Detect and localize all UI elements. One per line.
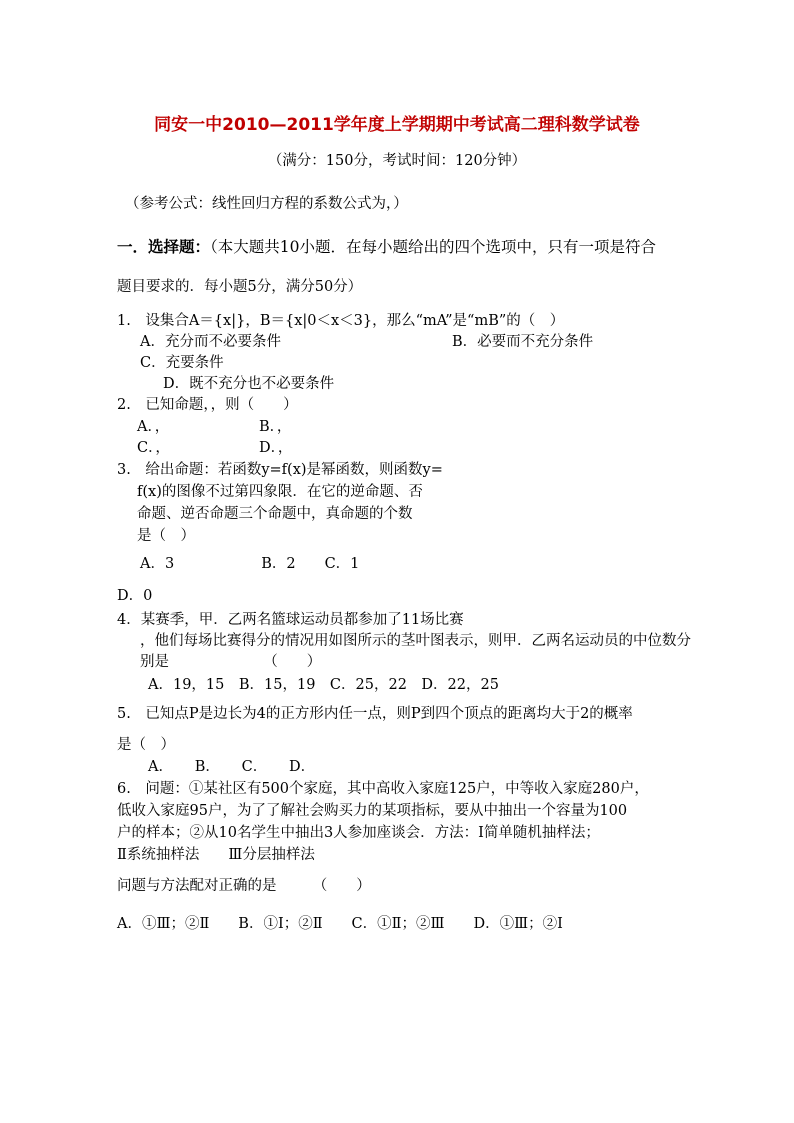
q6-line2: 低收入家庭95户，为了了解社会购买力的某项指标，要从中抽出一个容量为100: [117, 803, 628, 819]
q3-line2: f(x)的图像不过第四象限．在它的逆命题、否: [137, 484, 423, 500]
q6-line3: 户的样本；②从10名学生中抽出3人参加座谈会．方法：Ⅰ简单随机抽样法；: [117, 825, 600, 841]
q3-line4: 是（ ）: [137, 528, 195, 544]
q4-options: A．19，15 B．15，19 C．25，22 D．22，25: [148, 677, 499, 693]
q2-option-a: A．，: [137, 419, 170, 435]
section1-desc2: 题目要求的．每小题5分，满分50分）: [117, 279, 363, 295]
q2-option-b: B．，: [259, 419, 292, 435]
q6-line4: Ⅱ系统抽样法 Ⅲ分层抽样法: [117, 847, 315, 863]
q1-option-a: A．充分而不必要条件: [140, 334, 281, 350]
exam-subtitle: （满分：150分，考试时间：120分钟）: [267, 153, 527, 169]
q1-stem: 1. 设集合A＝{x|}，B＝{x|0＜x＜3}，那么“mA”是“mB”的（ ）: [117, 313, 565, 329]
q6-line5: 问题与方法配对正确的是 （ ）: [117, 878, 371, 894]
q4-line1: 4．某赛季，甲．乙两名篮球运动员都参加了11场比赛: [117, 612, 464, 628]
exam-title: 同安一中2010—2011学年度上学期期中考试高二理科数学试卷: [154, 115, 640, 135]
section1-header: [117, 238, 656, 256]
q3-line3: 命题、逆否命题三个命题中，真命题的个数: [137, 506, 413, 522]
q2-stem: 2. 已知命题，，则（ ）: [117, 397, 298, 413]
q3-options-abc: A．3 B．2 C．1: [140, 556, 360, 572]
q6-options: A．①Ⅲ；②Ⅱ B．①Ⅰ；②Ⅱ C．①Ⅱ；②Ⅲ D．①Ⅲ；②Ⅰ: [117, 916, 563, 932]
q3-option-d: D．0: [117, 588, 153, 604]
q6-line1: 6. 问题：①某社区有500个家庭，其中高收入家庭125户，中等收入家庭280户，: [117, 781, 649, 797]
q1-option-c: C．充要条件: [140, 355, 224, 371]
q5-options: A． B． C． D．: [148, 759, 316, 775]
q1-option-d: D．既不充分也不必要条件: [163, 376, 335, 392]
q1-option-b: B．必要而不充分条件: [452, 334, 594, 350]
formula-note: （参考公式：线性回归方程的系数公式为，）: [125, 196, 408, 212]
q5-line2: 是（ ）: [117, 737, 175, 753]
q3-line1: 3. 给出命题：若函数y=f(x)是幂函数，则函数y=: [117, 462, 443, 478]
q4-line3: 别是 （ ）: [140, 654, 322, 670]
q4-line2: ，他们每场比赛得分的情况用如图所示的茎叶图表示，则甲．乙两名运动员的中位数分: [140, 633, 691, 649]
q5-line1: 5. 已知点P是边长为4的正方形内任一点，则P到四个顶点的距离均大于2的概率: [117, 706, 633, 722]
section1-desc1: （本大题共10小题．在每小题给出的四个选项中，只有一项是符合: [210, 238, 656, 256]
q2-option-c: C．，: [137, 440, 170, 456]
section1-heading: 一．选择题：: [117, 238, 211, 256]
q2-option-d: D．，: [259, 440, 293, 456]
